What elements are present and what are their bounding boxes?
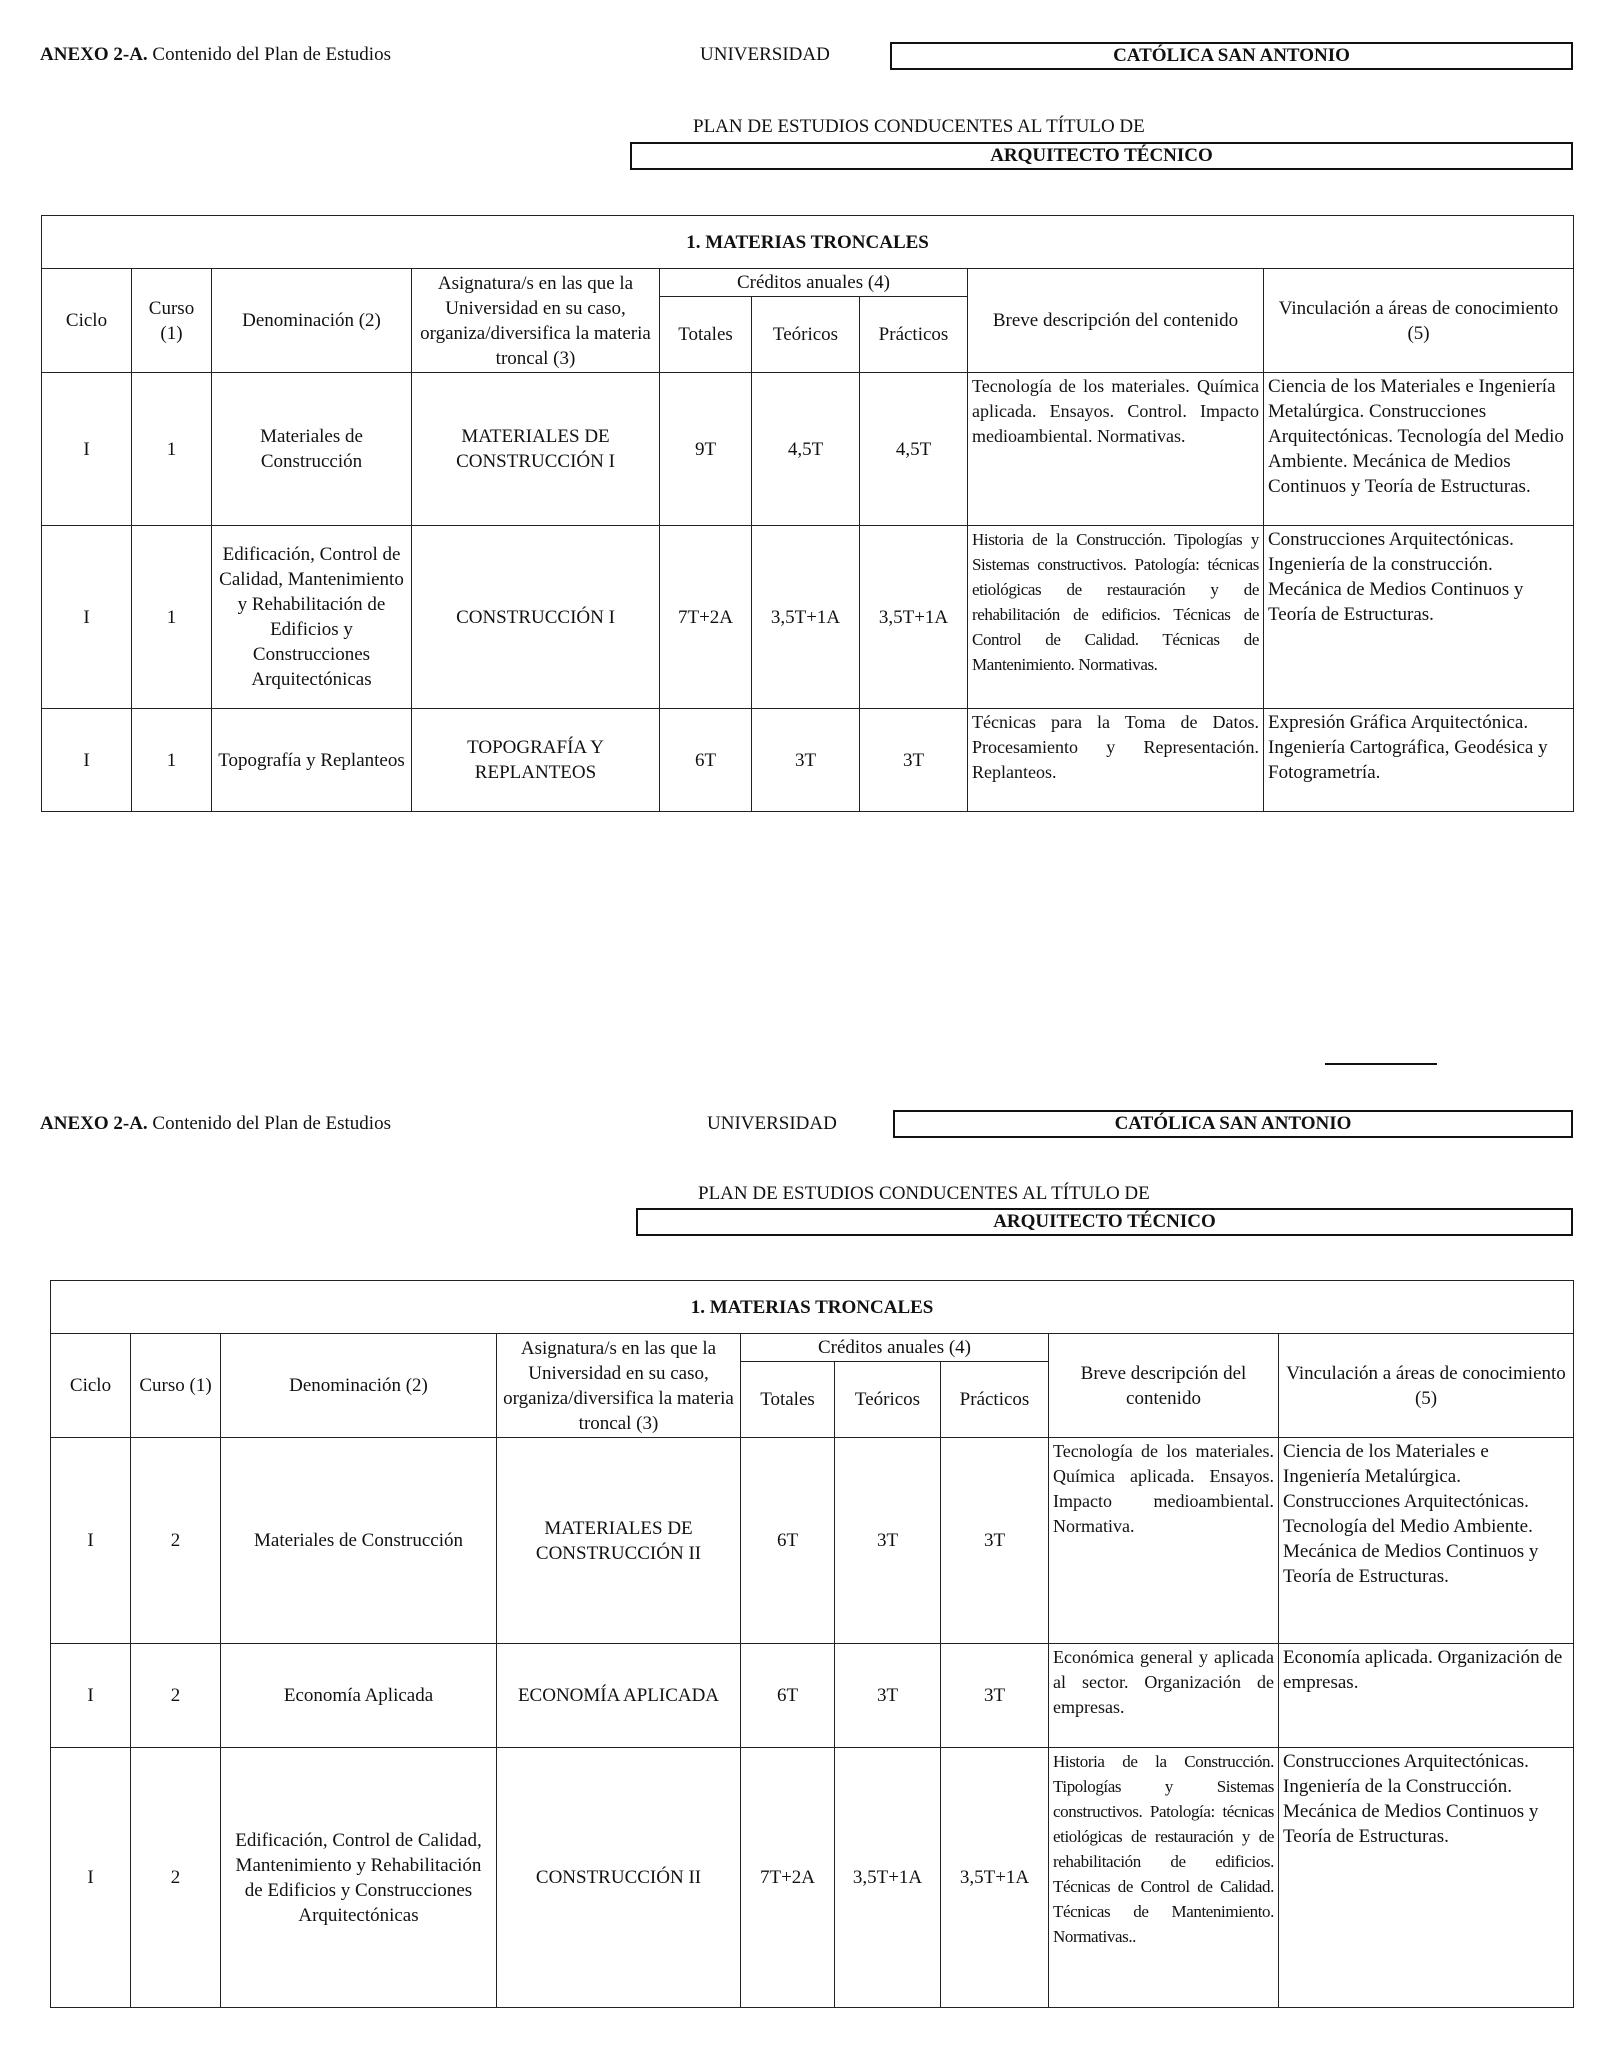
cell-totales: 7T+2A — [741, 1748, 835, 2008]
cell-vinculacion: Construcciones Arquitectónicas. Ingeniería de la construcción. Mecánica de Medios Continuos y Teoría de Estructuras. — [1264, 526, 1574, 709]
cell-vinculacion: Expresión Gráfica Arquitectónica. Ingeniería Cartográfica, Geodésica y Fotogrametría. — [1264, 709, 1574, 812]
section-title: 1. MATERIAS TRONCALES — [42, 216, 1574, 269]
cell-curso: 2 — [131, 1748, 221, 2008]
header-ciclo: Ciclo — [42, 269, 132, 373]
troncales-table-2 — [50, 1280, 1574, 2008]
header-vinculacion: Vinculación a áreas de conocimiento (5) — [1279, 1334, 1574, 1438]
header-ciclo: Ciclo — [51, 1334, 131, 1438]
cell-practicos: 3,5T+1A — [860, 526, 968, 709]
plan-label: PLAN DE ESTUDIOS CONDUCENTES AL TÍTULO DE — [698, 1183, 1150, 1204]
header-denominacion: Denominación (2) — [221, 1334, 497, 1438]
annex-description: Contenido del Plan de Estudios — [147, 44, 391, 65]
annex-heading — [40, 44, 391, 66]
header-creditos: Créditos anuales (4) — [741, 1334, 1049, 1362]
cell-curso: 2 — [131, 1644, 221, 1748]
cell-descripcion: Técnicas para la Toma de Datos. Procesamiento y Representación. Replanteos. — [968, 709, 1264, 812]
cell-ciclo: I — [42, 709, 132, 812]
section-title: 1. MATERIAS TRONCALES — [51, 1281, 1574, 1334]
cell-teoricos: 3T — [835, 1644, 941, 1748]
separator-rule — [1325, 1063, 1437, 1065]
cell-teoricos: 4,5T — [752, 373, 860, 526]
cell-vinculacion: Ciencia de los Materiales e Ingeniería Metalúrgica. Construcciones Arquitectónicas. Tecnología del Medio Ambiente. Mecánica de Medios Continuos y Teoría de Estructuras. — [1264, 373, 1574, 526]
annex-heading — [40, 1113, 391, 1135]
cell-asignatura: MATERIALES DE CONSTRUCCIÓN I — [412, 373, 660, 526]
header-practicos: Prácticos — [941, 1362, 1049, 1438]
cell-descripcion: Historia de la Construcción. Tipologías y Sistemas constructivos. Patología: técnicas etiológicas de restauración y de rehabilitación de edificios. Técnicas de Control de Calidad. Técnicas de Mantenimiento. Normativas.. — [1049, 1748, 1279, 2008]
cell-practicos: 3T — [941, 1438, 1049, 1644]
cell-descripcion: Tecnología de los materiales. Química aplicada. Ensayos. Control. Impacto medioambiental. Normativas. — [968, 373, 1264, 526]
header-descripcion: Breve descripción del contenido — [1049, 1334, 1279, 1438]
header-totales: Totales — [660, 297, 752, 373]
annex-label: ANEXO 2-A. — [40, 44, 148, 65]
cell-denominacion: Edificación, Control de Calidad, Mantenimiento y Rehabilitación de Edificios y Construcciones Arquitectónicas — [212, 526, 412, 709]
table-row — [42, 373, 1574, 526]
university-label: UNIVERSIDAD — [700, 44, 830, 65]
annex-label: ANEXO 2-A. — [40, 1113, 148, 1134]
table-row — [51, 1644, 1574, 1748]
cell-vinculacion: Construcciones Arquitectónicas. Ingeniería de la Construcción. Mecánica de Medios Continuos y Teoría de Estructuras. — [1279, 1748, 1574, 2008]
header-teoricos: Teóricos — [835, 1362, 941, 1438]
cell-denominacion: Materiales de Construcción — [212, 373, 412, 526]
cell-curso: 1 — [132, 709, 212, 812]
cell-teoricos: 3T — [752, 709, 860, 812]
degree-title-box: ARQUITECTO TÉCNICO — [630, 142, 1573, 170]
annex-description: Contenido del Plan de Estudios — [147, 1113, 391, 1134]
cell-asignatura: MATERIALES DE CONSTRUCCIÓN II — [497, 1438, 741, 1644]
university-label: UNIVERSIDAD — [707, 1113, 837, 1134]
cell-denominacion: Topografía y Replanteos — [212, 709, 412, 812]
cell-teoricos: 3,5T+1A — [835, 1748, 941, 2008]
cell-totales: 6T — [660, 709, 752, 812]
cell-denominacion: Edificación, Control de Calidad, Mantenimiento y Rehabilitación de Edificios y Construcciones Arquitectónicas — [221, 1748, 497, 2008]
cell-totales: 9T — [660, 373, 752, 526]
header-denominacion: Denominación (2) — [212, 269, 412, 373]
header-curso: Curso (1) — [131, 1334, 221, 1438]
cell-descripcion: Historia de la Construcción. Tipologías y Sistemas constructivos. Patología: técnicas etiológicas de restauración y de rehabilitación de edificios. Técnicas de Control de Calidad. Técnicas de Mantenimiento. Normativas. — [968, 526, 1264, 709]
header-asignatura: Asignatura/s en las que la Universidad en su caso, organiza/diversifica la materia troncal (3) — [412, 269, 660, 373]
cell-asignatura: TOPOGRAFÍA Y REPLANTEOS — [412, 709, 660, 812]
degree-title-box: ARQUITECTO TÉCNICO — [636, 1208, 1573, 1236]
cell-ciclo: I — [51, 1438, 131, 1644]
cell-ciclo: I — [42, 526, 132, 709]
cell-practicos: 3,5T+1A — [941, 1748, 1049, 2008]
cell-totales: 6T — [741, 1438, 835, 1644]
table-row — [42, 709, 1574, 812]
cell-teoricos: 3T — [835, 1438, 941, 1644]
cell-descripcion: Tecnología de los materiales. Química aplicada. Ensayos. Impacto medioambiental. Normativa. — [1049, 1438, 1279, 1644]
table-row — [51, 1438, 1574, 1644]
cell-ciclo: I — [51, 1748, 131, 2008]
table-row — [51, 1748, 1574, 2008]
cell-asignatura: ECONOMÍA APLICADA — [497, 1644, 741, 1748]
header-vinculacion: Vinculación a áreas de conocimiento (5) — [1264, 269, 1574, 373]
header-creditos: Créditos anuales (4) — [660, 269, 968, 297]
header-curso: Curso (1) — [132, 269, 212, 373]
cell-denominacion: Materiales de Construcción — [221, 1438, 497, 1644]
cell-denominacion: Economía Aplicada — [221, 1644, 497, 1748]
cell-totales: 6T — [741, 1644, 835, 1748]
header-teoricos: Teóricos — [752, 297, 860, 373]
header-practicos: Prácticos — [860, 297, 968, 373]
troncales-table-1 — [41, 215, 1574, 812]
header-descripcion: Breve descripción del contenido — [968, 269, 1264, 373]
cell-asignatura: CONSTRUCCIÓN II — [497, 1748, 741, 2008]
cell-descripcion: Económica general y aplicada al sector. Organización de empresas. — [1049, 1644, 1279, 1748]
cell-practicos: 4,5T — [860, 373, 968, 526]
table-row — [42, 526, 1574, 709]
header-asignatura: Asignatura/s en las que la Universidad en su caso, organiza/diversifica la materia troncal (3) — [497, 1334, 741, 1438]
cell-curso: 1 — [132, 526, 212, 709]
cell-vinculacion: Economía aplicada. Organización de empresas. — [1279, 1644, 1574, 1748]
header-totales: Totales — [741, 1362, 835, 1438]
plan-label: PLAN DE ESTUDIOS CONDUCENTES AL TÍTULO DE — [693, 116, 1145, 137]
university-name-box: CATÓLICA SAN ANTONIO — [893, 1110, 1573, 1138]
cell-vinculacion: Ciencia de los Materiales e Ingeniería Metalúrgica. Construcciones Arquitectónicas. Tecnología del Medio Ambiente. Mecánica de Medios Continuos y Teoría de Estructuras. — [1279, 1438, 1574, 1644]
cell-teoricos: 3,5T+1A — [752, 526, 860, 709]
university-name-box: CATÓLICA SAN ANTONIO — [890, 42, 1573, 70]
cell-totales: 7T+2A — [660, 526, 752, 709]
cell-curso: 1 — [132, 373, 212, 526]
cell-practicos: 3T — [860, 709, 968, 812]
cell-asignatura: CONSTRUCCIÓN I — [412, 526, 660, 709]
cell-practicos: 3T — [941, 1644, 1049, 1748]
cell-ciclo: I — [42, 373, 132, 526]
cell-curso: 2 — [131, 1438, 221, 1644]
cell-ciclo: I — [51, 1644, 131, 1748]
